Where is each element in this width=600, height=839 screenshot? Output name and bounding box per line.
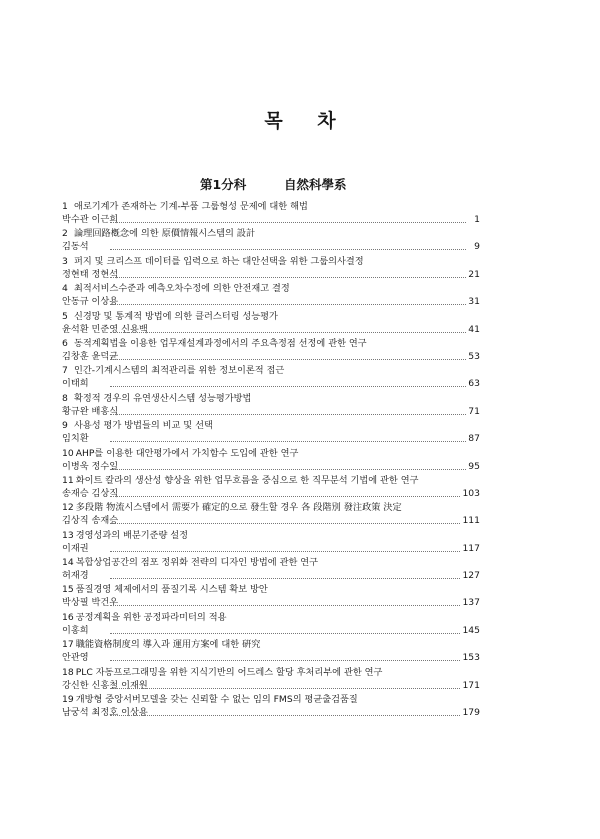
toc-entry-page: 95	[468, 460, 480, 472]
toc-entry	[62, 337, 480, 364]
toc-entry-title-line	[62, 255, 480, 268]
toc-entry-title: 최적서비스수준과 예측오차수정에 의한 안전재고 결정	[74, 283, 290, 295]
toc-entry-authors: 김상직 송재승	[62, 515, 119, 527]
toc-entry-title: 論理回路槪念에 의한 原價情報시스템의 設計	[74, 228, 256, 240]
toc-entry	[62, 392, 480, 419]
toc-entry-page: 127	[462, 570, 480, 582]
toc-entry	[62, 364, 480, 391]
dot-leader	[110, 496, 466, 497]
section-field: 自然科學系	[284, 177, 347, 192]
toc-entry-author-line	[62, 295, 480, 308]
toc-entry-number: 2	[62, 228, 68, 240]
toc-entry-page: 21	[468, 268, 480, 280]
toc-entry-authors: 이홍희	[62, 624, 89, 636]
toc-entry-authors: 윤석환 민준영 신용백	[62, 323, 148, 335]
toc-entry-page: 71	[468, 405, 480, 417]
toc-entry-author-line	[62, 323, 480, 336]
toc-entry-author-line	[62, 405, 480, 418]
toc-entry	[62, 666, 480, 693]
toc-entry-author-line	[62, 679, 480, 692]
toc-entry-title-line	[62, 474, 480, 487]
dot-leader	[110, 469, 466, 470]
toc-entry-title: 화이트 칼라의 생산성 향상을 위한 업무흐름을 중심으로 한 직무분석 기법에 관한 연구	[75, 474, 419, 486]
toc-entry	[62, 583, 480, 610]
toc-entry-number: 12	[62, 502, 74, 514]
toc-entry-page: 53	[468, 350, 480, 362]
dot-leader	[110, 386, 466, 387]
toc-entry-number: 13	[62, 529, 74, 541]
toc-entry-authors: 이병욱 정수일	[62, 460, 119, 472]
dot-leader	[110, 414, 466, 415]
toc-entry-title-line	[62, 501, 480, 514]
toc-entry-page: 145	[462, 624, 480, 636]
toc-entry-number: 19	[62, 694, 74, 706]
toc-entry-page: 1	[474, 214, 480, 225]
toc-entry-title: 확정적 경우의 유연생산시스템 성능평가방법	[74, 392, 252, 404]
toc-entry-author-line	[62, 569, 480, 582]
dot-leader	[110, 633, 466, 634]
toc-entry-page: 9	[474, 241, 480, 253]
toc-entry-author-line	[62, 487, 480, 500]
toc-entry-author-line	[62, 240, 480, 253]
toc-entry	[62, 310, 480, 337]
toc-entry	[62, 255, 480, 282]
toc-entry-title-line	[62, 556, 480, 569]
toc-entry-number: 6	[62, 337, 68, 349]
toc-entry-authors: 김창훈 윤덕균	[62, 350, 119, 362]
toc-entry-author-line	[62, 514, 480, 527]
dot-leader	[110, 523, 466, 524]
toc-entry-number: 11	[62, 474, 74, 486]
toc-entry-title-line	[62, 364, 480, 377]
toc-list	[62, 200, 480, 720]
toc-entry-title-line	[62, 638, 480, 651]
toc-entry-number: 3	[62, 255, 68, 267]
toc-entry-author-line	[62, 706, 480, 719]
toc-entry-title: 多段階 物流시스템에서 需要가 確定的으로 發生할 경우 各 段階別 發注政策 決定	[75, 502, 402, 514]
toc-entry-authors: 박상필 박건우	[62, 597, 119, 609]
dot-leader	[110, 359, 466, 360]
toc-entry	[62, 200, 480, 227]
dot-leader	[110, 304, 466, 305]
dot-leader	[110, 688, 466, 689]
toc-entry	[62, 474, 480, 501]
toc-entry-author-line	[62, 432, 480, 445]
toc-entry-author-line	[62, 350, 480, 363]
toc-entry-author-line	[62, 213, 480, 226]
toc-entry	[62, 447, 480, 474]
toc-entry-page: 63	[468, 378, 480, 390]
toc-entry-page: 179	[462, 707, 480, 719]
dot-leader	[110, 605, 466, 606]
toc-entry-number: 1	[62, 201, 68, 212]
toc-entry-title: PLC 자동프로그래밍을 위한 지식기반의 어드레스 할당 후처리부에 관한 연구	[75, 666, 383, 678]
toc-entry-authors: 허재경	[62, 570, 89, 582]
toc-entry-authors: 박수관 이근희	[62, 214, 119, 225]
toc-entry-author-line	[62, 377, 480, 390]
toc-entry-page: 171	[462, 679, 480, 691]
toc-entry-authors: 이태희	[62, 378, 89, 390]
toc-entry-title: AHP를 이용한 대안평가에서 가치함수 도입에 관한 연구	[75, 447, 299, 459]
page-title: 목 차	[264, 110, 350, 132]
toc-entry-authors: 황규완 배홍식	[62, 405, 119, 417]
toc-entry-number: 8	[62, 392, 68, 404]
dot-leader	[110, 441, 466, 442]
toc-entry-authors: 송재승 김상직	[62, 487, 119, 499]
toc-entry-title-line	[62, 337, 480, 350]
toc-entry-title-line	[62, 583, 480, 596]
toc-entry-number: 10	[62, 447, 74, 459]
toc-entry-title-line	[62, 310, 480, 323]
toc-entry	[62, 227, 480, 254]
toc-entry-number: 4	[62, 283, 68, 295]
toc-entry-title-line	[62, 529, 480, 542]
toc-entry-title: 퍼지 및 크리스프 데이터를 입력으로 하는 대안선택을 위한 그룹의사결정	[74, 255, 364, 267]
dot-leader	[110, 332, 466, 333]
toc-entry	[62, 556, 480, 583]
toc-entry-title: 사용성 평가 방법들의 비교 및 선택	[74, 420, 213, 432]
toc-entry-title: 애로기계가 존재하는 기계-부품 그룹형성 문제에 대한 해법	[74, 201, 308, 212]
toc-entry-authors: 임치환	[62, 433, 89, 445]
toc-entry	[62, 419, 480, 446]
toc-entry-title: 경영성과의 배분기준량 설정	[75, 529, 189, 541]
toc-entry	[62, 529, 480, 556]
toc-entry-authors: 정현태 정현석	[62, 268, 119, 280]
toc-entry-title-line	[62, 611, 480, 624]
toc-entry-title: 복합상업공간의 점포 정위화 전략의 디자인 방법에 관한 연구	[75, 557, 319, 569]
toc-entry-title-line	[62, 666, 480, 679]
toc-entry-title: 인간-기계시스템의 최적관리를 위한 정보이론적 접근	[74, 365, 285, 377]
dot-leader	[110, 715, 466, 716]
dot-leader	[110, 249, 466, 250]
toc-entry	[62, 501, 480, 528]
toc-entry-page: 117	[462, 542, 480, 554]
toc-entry-authors: 남궁석 최정호 이상용	[62, 707, 148, 719]
toc-entry-author-line	[62, 268, 480, 281]
toc-entry-number: 17	[62, 639, 74, 651]
dot-leader	[110, 660, 466, 661]
toc-entry-page: 153	[462, 652, 480, 664]
toc-entry-number: 5	[62, 310, 68, 322]
toc-entry-page: 31	[468, 296, 480, 308]
toc-entry-title: 職能資格制度의 導入과 運用方案에 대한 硏究	[75, 639, 261, 651]
toc-entry-title: 신경망 및 통계적 방법에 의한 클러스터링 성능평가	[74, 310, 278, 322]
toc-entry-title: 품질경영 체제에서의 품질기록 시스템 확보 방안	[75, 584, 268, 596]
toc-entry-title: 개방형 중앙서버모델을 갖는 신뢰할 수 없는 임의 FMS의 평균출검품질	[75, 694, 358, 706]
toc-entry-authors: 안동규 이상용	[62, 296, 119, 308]
toc-entry-title-line	[62, 447, 480, 460]
toc-entry-number: 16	[62, 611, 74, 623]
toc-entry	[62, 611, 480, 638]
toc-entry-title-line	[62, 392, 480, 405]
toc-entry-authors: 강신한 신홍철 이재원	[62, 679, 148, 691]
dot-leader	[110, 277, 466, 278]
toc-entry-author-line	[62, 596, 480, 609]
toc-entry-number: 18	[62, 666, 74, 678]
toc-entry-title: 공정계획을 위한 공정파라미터의 적용	[75, 611, 227, 623]
toc-entry-title: 동적계획법을 이용한 업무재설계과정에서의 주요측정점 선정에 관한 연구	[74, 337, 367, 349]
toc-entry	[62, 693, 480, 720]
toc-entry-author-line	[62, 651, 480, 664]
toc-entry	[62, 638, 480, 665]
toc-entry-number: 9	[62, 420, 68, 432]
toc-entry-title-line	[62, 693, 480, 706]
toc-entry-number: 7	[62, 365, 68, 377]
toc-entry-number: 15	[62, 584, 74, 596]
toc-entry-title-line	[62, 282, 480, 295]
toc-entry-author-line	[62, 624, 480, 637]
toc-entry	[62, 282, 480, 309]
toc-entry-title-line	[62, 419, 480, 432]
toc-entry-author-line	[62, 542, 480, 555]
toc-entry-authors: 안관영	[62, 652, 89, 664]
toc-entry-page: 87	[468, 433, 480, 445]
section-part: 第1分科	[200, 177, 247, 192]
toc-entry-authors: 김동석	[62, 241, 89, 253]
dot-leader	[110, 578, 466, 579]
dot-leader	[110, 222, 466, 223]
toc-entry-page: 41	[468, 323, 480, 335]
toc-entry-page: 111	[462, 515, 480, 527]
toc-entry-title-line	[62, 227, 480, 240]
toc-entry-authors: 이재권	[62, 542, 89, 554]
toc-entry-author-line	[62, 460, 480, 473]
toc-entry-page: 137	[462, 597, 480, 609]
toc-entry-page: 103	[462, 487, 480, 499]
toc-entry-title-line	[62, 200, 480, 213]
toc-entry-number: 14	[62, 557, 74, 569]
dot-leader	[110, 551, 466, 552]
